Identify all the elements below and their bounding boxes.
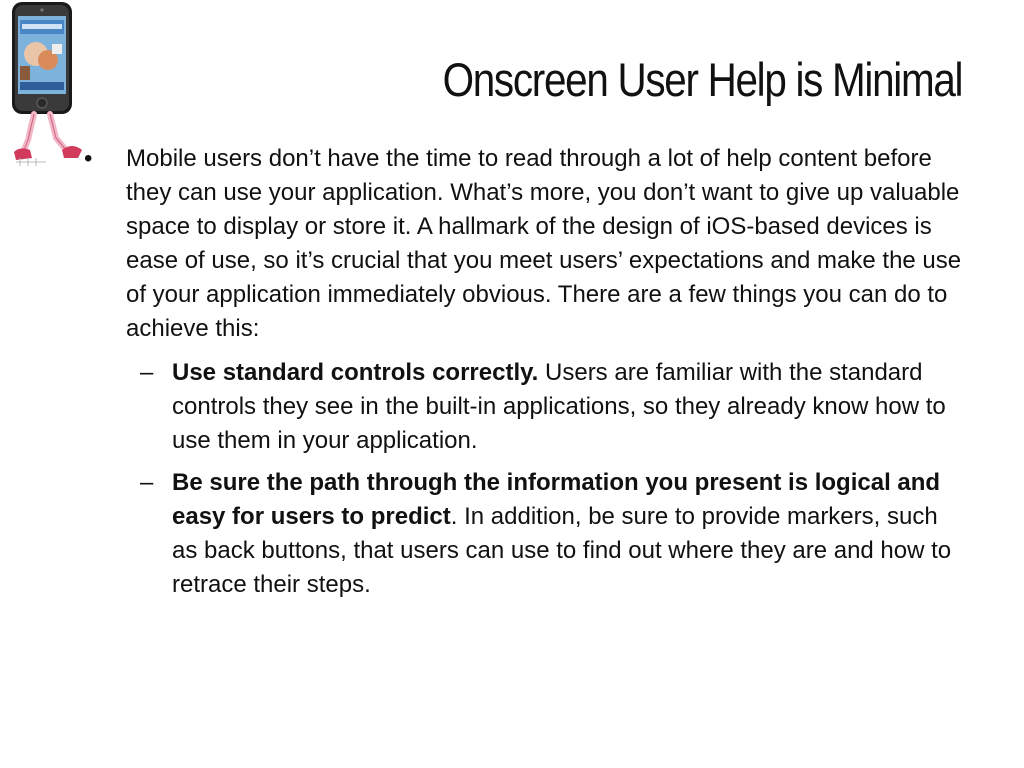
slide-title: Onscreen User Help is Minimal [442, 53, 962, 106]
sub-bullet-text: . In addition, be sure to provide markers, such as back buttons, that users can use to find out where they are and how to retrace their steps. [172, 503, 952, 598]
slide-body [84, 142, 964, 610]
sub-bullet-item [84, 466, 964, 602]
bullet-text: Mobile users don’t have the time to read through a lot of help content before they can use your application. What’s more, you don’t want to give up valuable space to display or store it. A hallmark of the design of iOS-based devices is ease of use, so it’s crucial that you meet users’ expectations and make the use of your application immediately obvious. There are a few things you can do to achieve this: [126, 145, 962, 342]
iphone-mascot-icon [6, 0, 86, 170]
sub-bullet-bold: Be sure the path through the information you present is logical and easy for users to predict [172, 469, 941, 530]
bullet-item [84, 142, 964, 346]
dash-marker: – [140, 359, 154, 386]
dash-marker: – [140, 469, 154, 496]
sub-bullet-item [84, 356, 964, 458]
sub-bullet-bold: Use standard controls correctly. [172, 359, 539, 386]
bullet-marker: • [84, 145, 93, 172]
sub-bullet-text: Users are familiar with the standard controls they see in the built-in applications, so they already know how to use them in your application. [172, 359, 946, 454]
